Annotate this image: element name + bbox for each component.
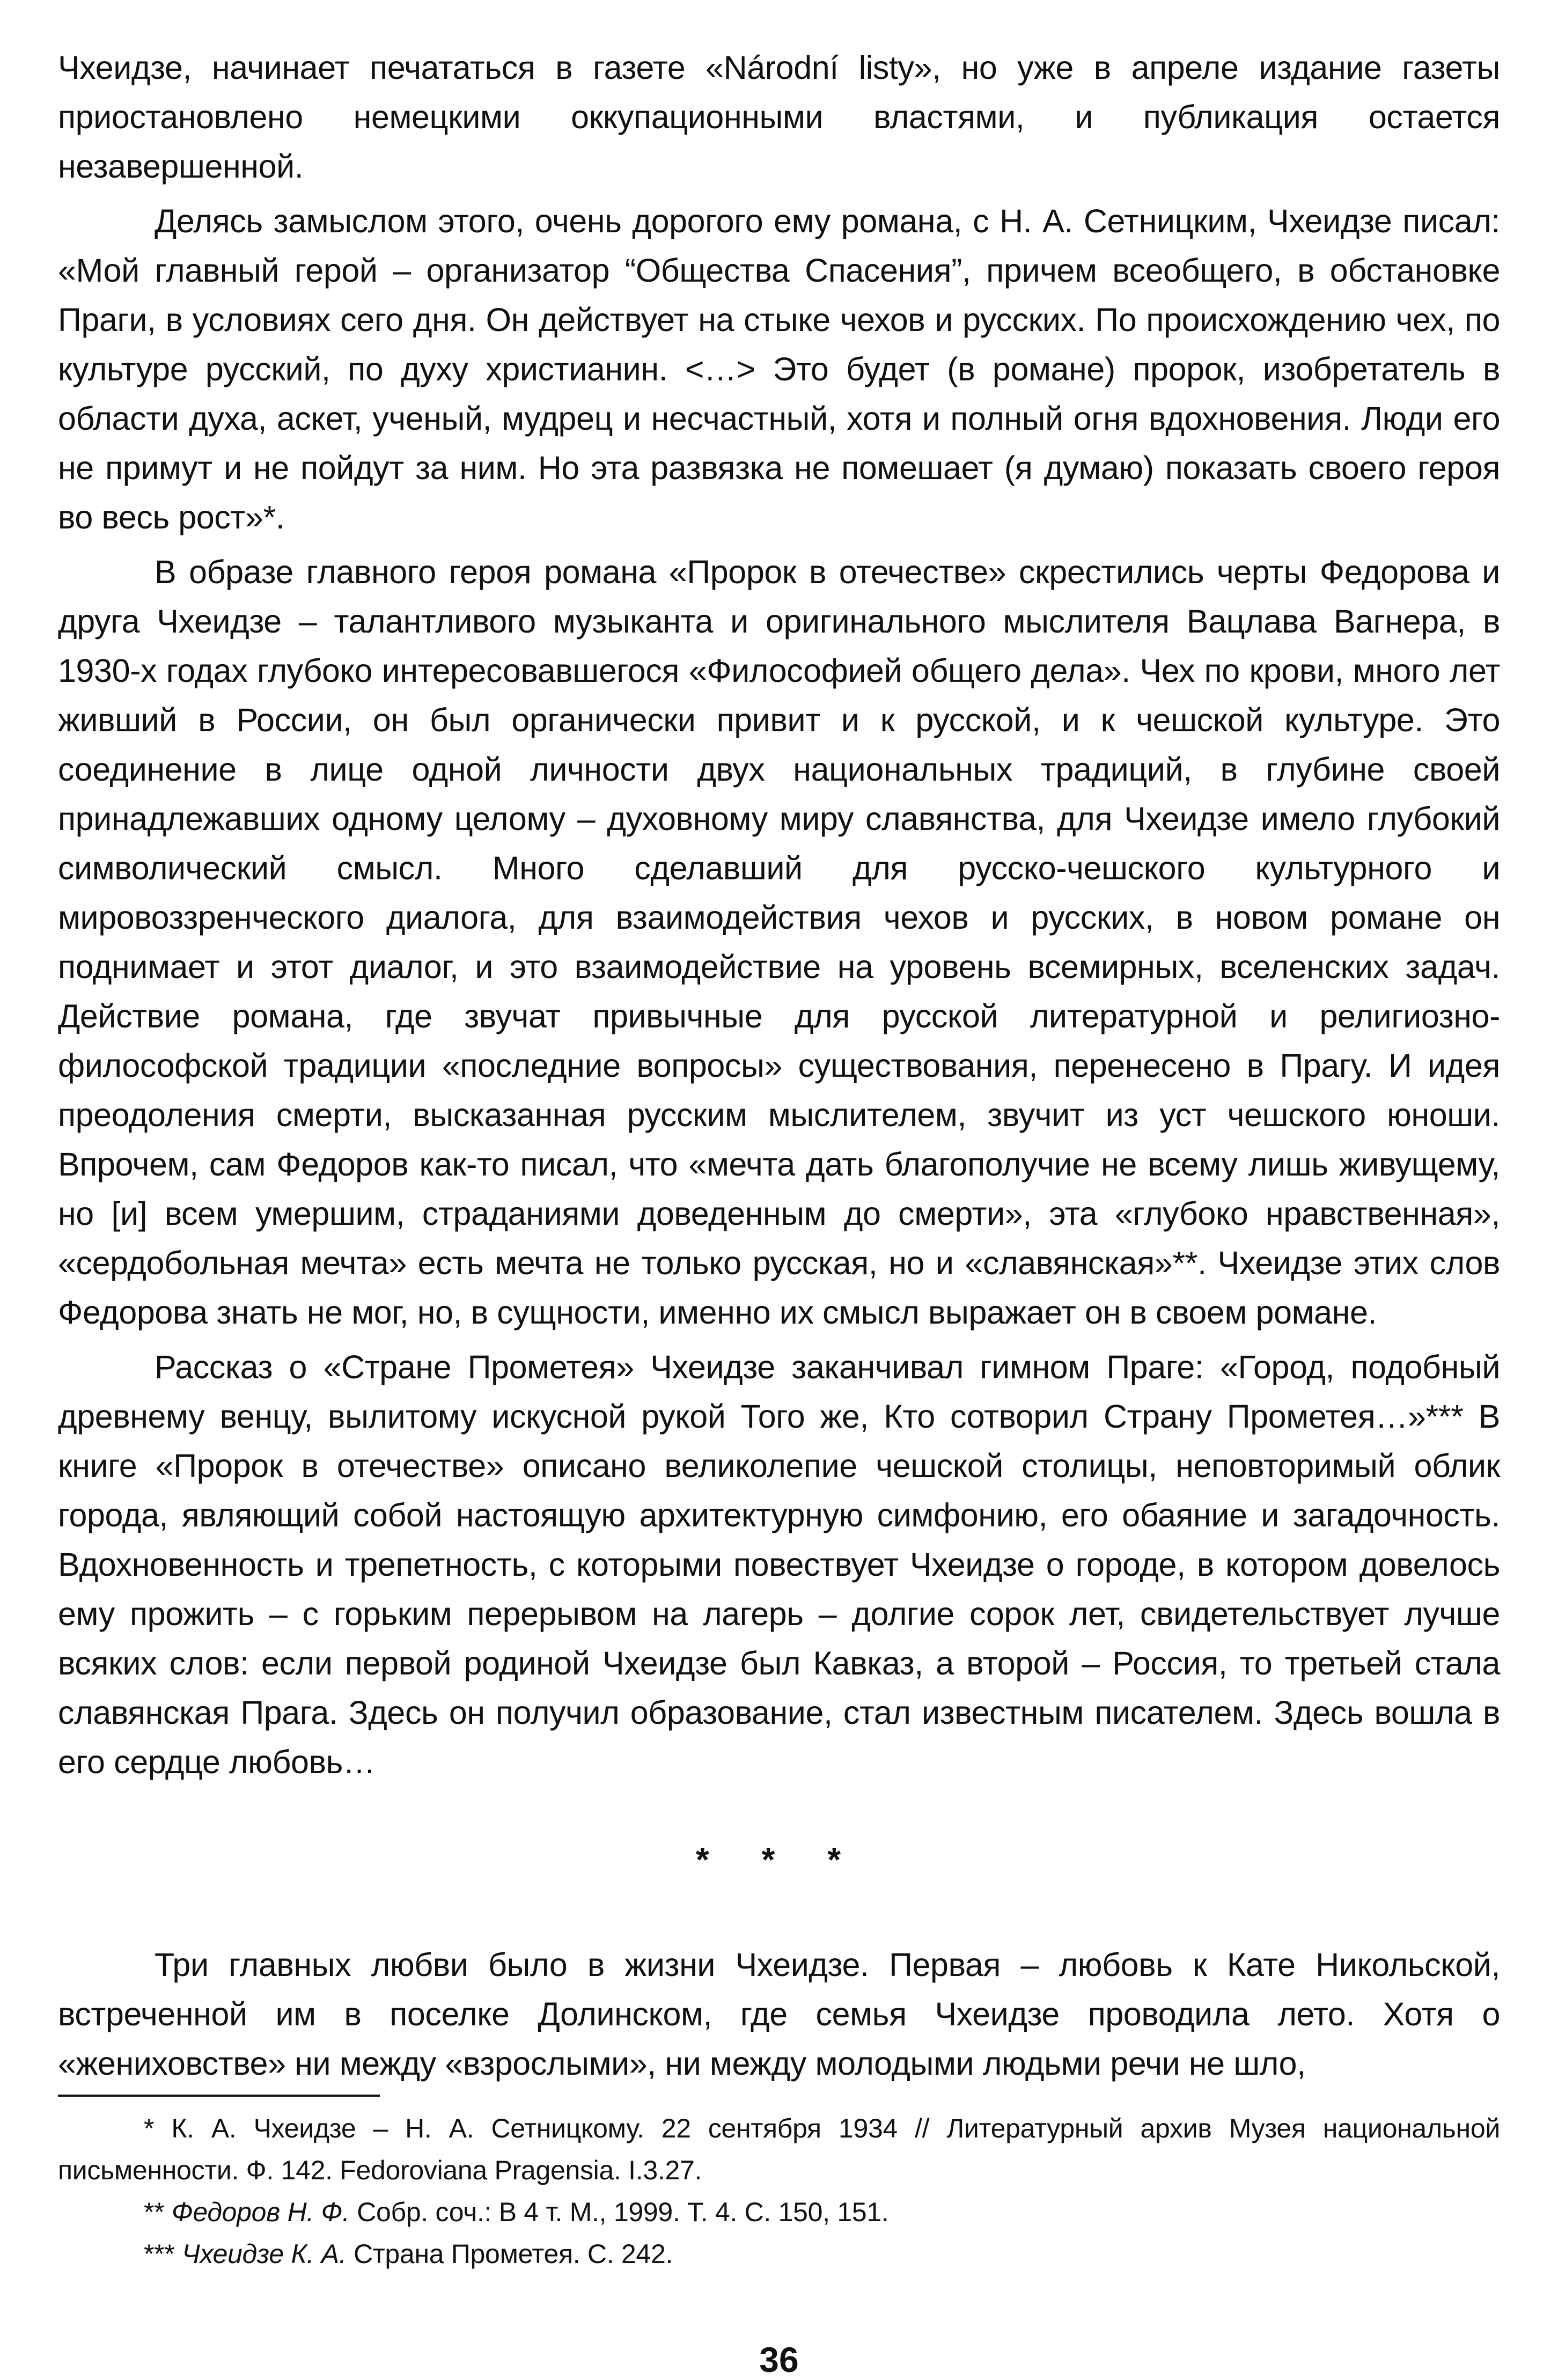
paragraph: Делясь замыслом этого, очень дорогого ему романа, с Н. А. Сетницким, Чхеидзе писал: «Мой главный герой – организатор “Общества Спасения”, причем всеобщего, в обстановке Праги, в условиях сего дня. Он действует на стыке чехов и русских. По происхождению чех, по культуре русский, по духу христианин. <…> Это будет (в романе) пророк, изобретатель в области духа, аскет, ученый, мудрец и несчастный, хотя и полный огня вдохновения. Люди его не примут и не пойдут за ним. Но эта развязка не помешает (я думаю) показать своего героя во весь рост»*. [58,203,1500,535]
footnote [58,2191,1500,2233]
paragraph: В образе главного героя романа «Пророк в отечестве» скрестились черты Федорова и друга Чхеидзе – талантливого музыканта и оригинального мыслителя Вацлава Вагнера, в 1930-х годах глубоко интересовавшегося «Философией общего дела». Чех по крови, много лет живший в России, он был органически привит и к русской, и к чешской культуре. Это соединение в лице одной личности двух национальных традиций, в глубине своей принадлежавших одному целому – духовному миру славянства, для Чхеидзе имело глубокий символический смысл. Много сделавший для русско-чешского культурного и мировоззренческого диалога, для взаимодействия чехов и русских, в новом романе он поднимает и этот диалог, и это взаимодействие на уровень всемирных, вселенских задач. Действие романа, где звучат привычные для русской литературной и религиозно-философской традиции «последние вопросы» существования, перенесено в Прагу. И идея преодоления смерти, высказанная русским мыслителем, звучит из уст чешского юноши. Впрочем, сам Федоров как-то писал, что «мечта дать благополучие не всему лишь живущему, но [и] всем умершим, страданиями доведенным до смерти», эта «глубоко нравственная», «сердобольная мечта» есть мечта не только русская, но и «славянская»**. Чхеидзе этих слов Федорова знать не мог, но, в сущности, именно их смысл выражает он в своем романе. [58,554,1500,1331]
page-number: 36 [759,2340,799,2379]
footnote-text: Собр. соч.: В 4 т. М., 1999. Т. 4. С. 150, 151. [357,2197,889,2227]
section-break: * * * [695,1840,863,1879]
footnote [58,2233,1500,2275]
paragraph-continued: Чхеидзе, начинает печататься в газете «Národní listy», но уже в апреле издание газеты приостановлено немецкими оккупационными властями, и публикация остается незавершенной. [58,49,1500,185]
footnotes [58,2107,1500,2275]
footnote-marker: * [144,2113,155,2143]
footnote-marker: *** [144,2239,175,2269]
footnote-text: Страна Прометея. С. 242. [354,2239,673,2269]
footnote [58,2107,1500,2191]
footnote-text: К. А. Чхеидзе – Н. А. Сетницкому. 22 сентября 1934 // Литературный архив Музея национальной письменности. Ф. 142. Fedoroviana Pragensia. I.3.27. [58,2113,1500,2185]
footnote-author: Чхеидзе К. А. [182,2239,347,2269]
footnote-separator [58,2095,380,2097]
paragraph: Рассказ о «Стране Прометея» Чхеидзе заканчивал гимном Праге: «Город, подобный древнему венцу, вылитому искусной рукой Того же, Кто сотворил Страну Прометея…»*** В книге «Пророк в отечестве» описано великолепие чешской столицы, неповторимый облик города, являющий собой настоящую архитектурную симфонию, его обаяние и загадочность. Вдохновенность и трепетность, с которыми повествует Чхеидзе о городе, в котором довелось ему прожить – с горьким перерывом на лагерь – долгие сорок лет, свидетельствует лучше всяких слов: если первой родиной Чхеидзе был Кавказ, а второй – Россия, то третьей стала славянская Прага. Здесь он получил образование, стал известным писателем. Здесь вошла в его сердце любовь… [58,1349,1500,1780]
book-page [58,43,1500,2380]
footnote-author: Федоров Н. Ф. [171,2197,350,2227]
paragraph: Три главных любви было в жизни Чхеидзе. Первая – любовь к Кате Никольской, встреченной им в поселке Долинском, где семья Чхеидзе проводила лето. Хотя о «жениховстве» ни между «взрослыми», ни между молодыми людьми речи не шло, [58,1946,1500,2082]
footnote-marker: ** [144,2197,165,2227]
